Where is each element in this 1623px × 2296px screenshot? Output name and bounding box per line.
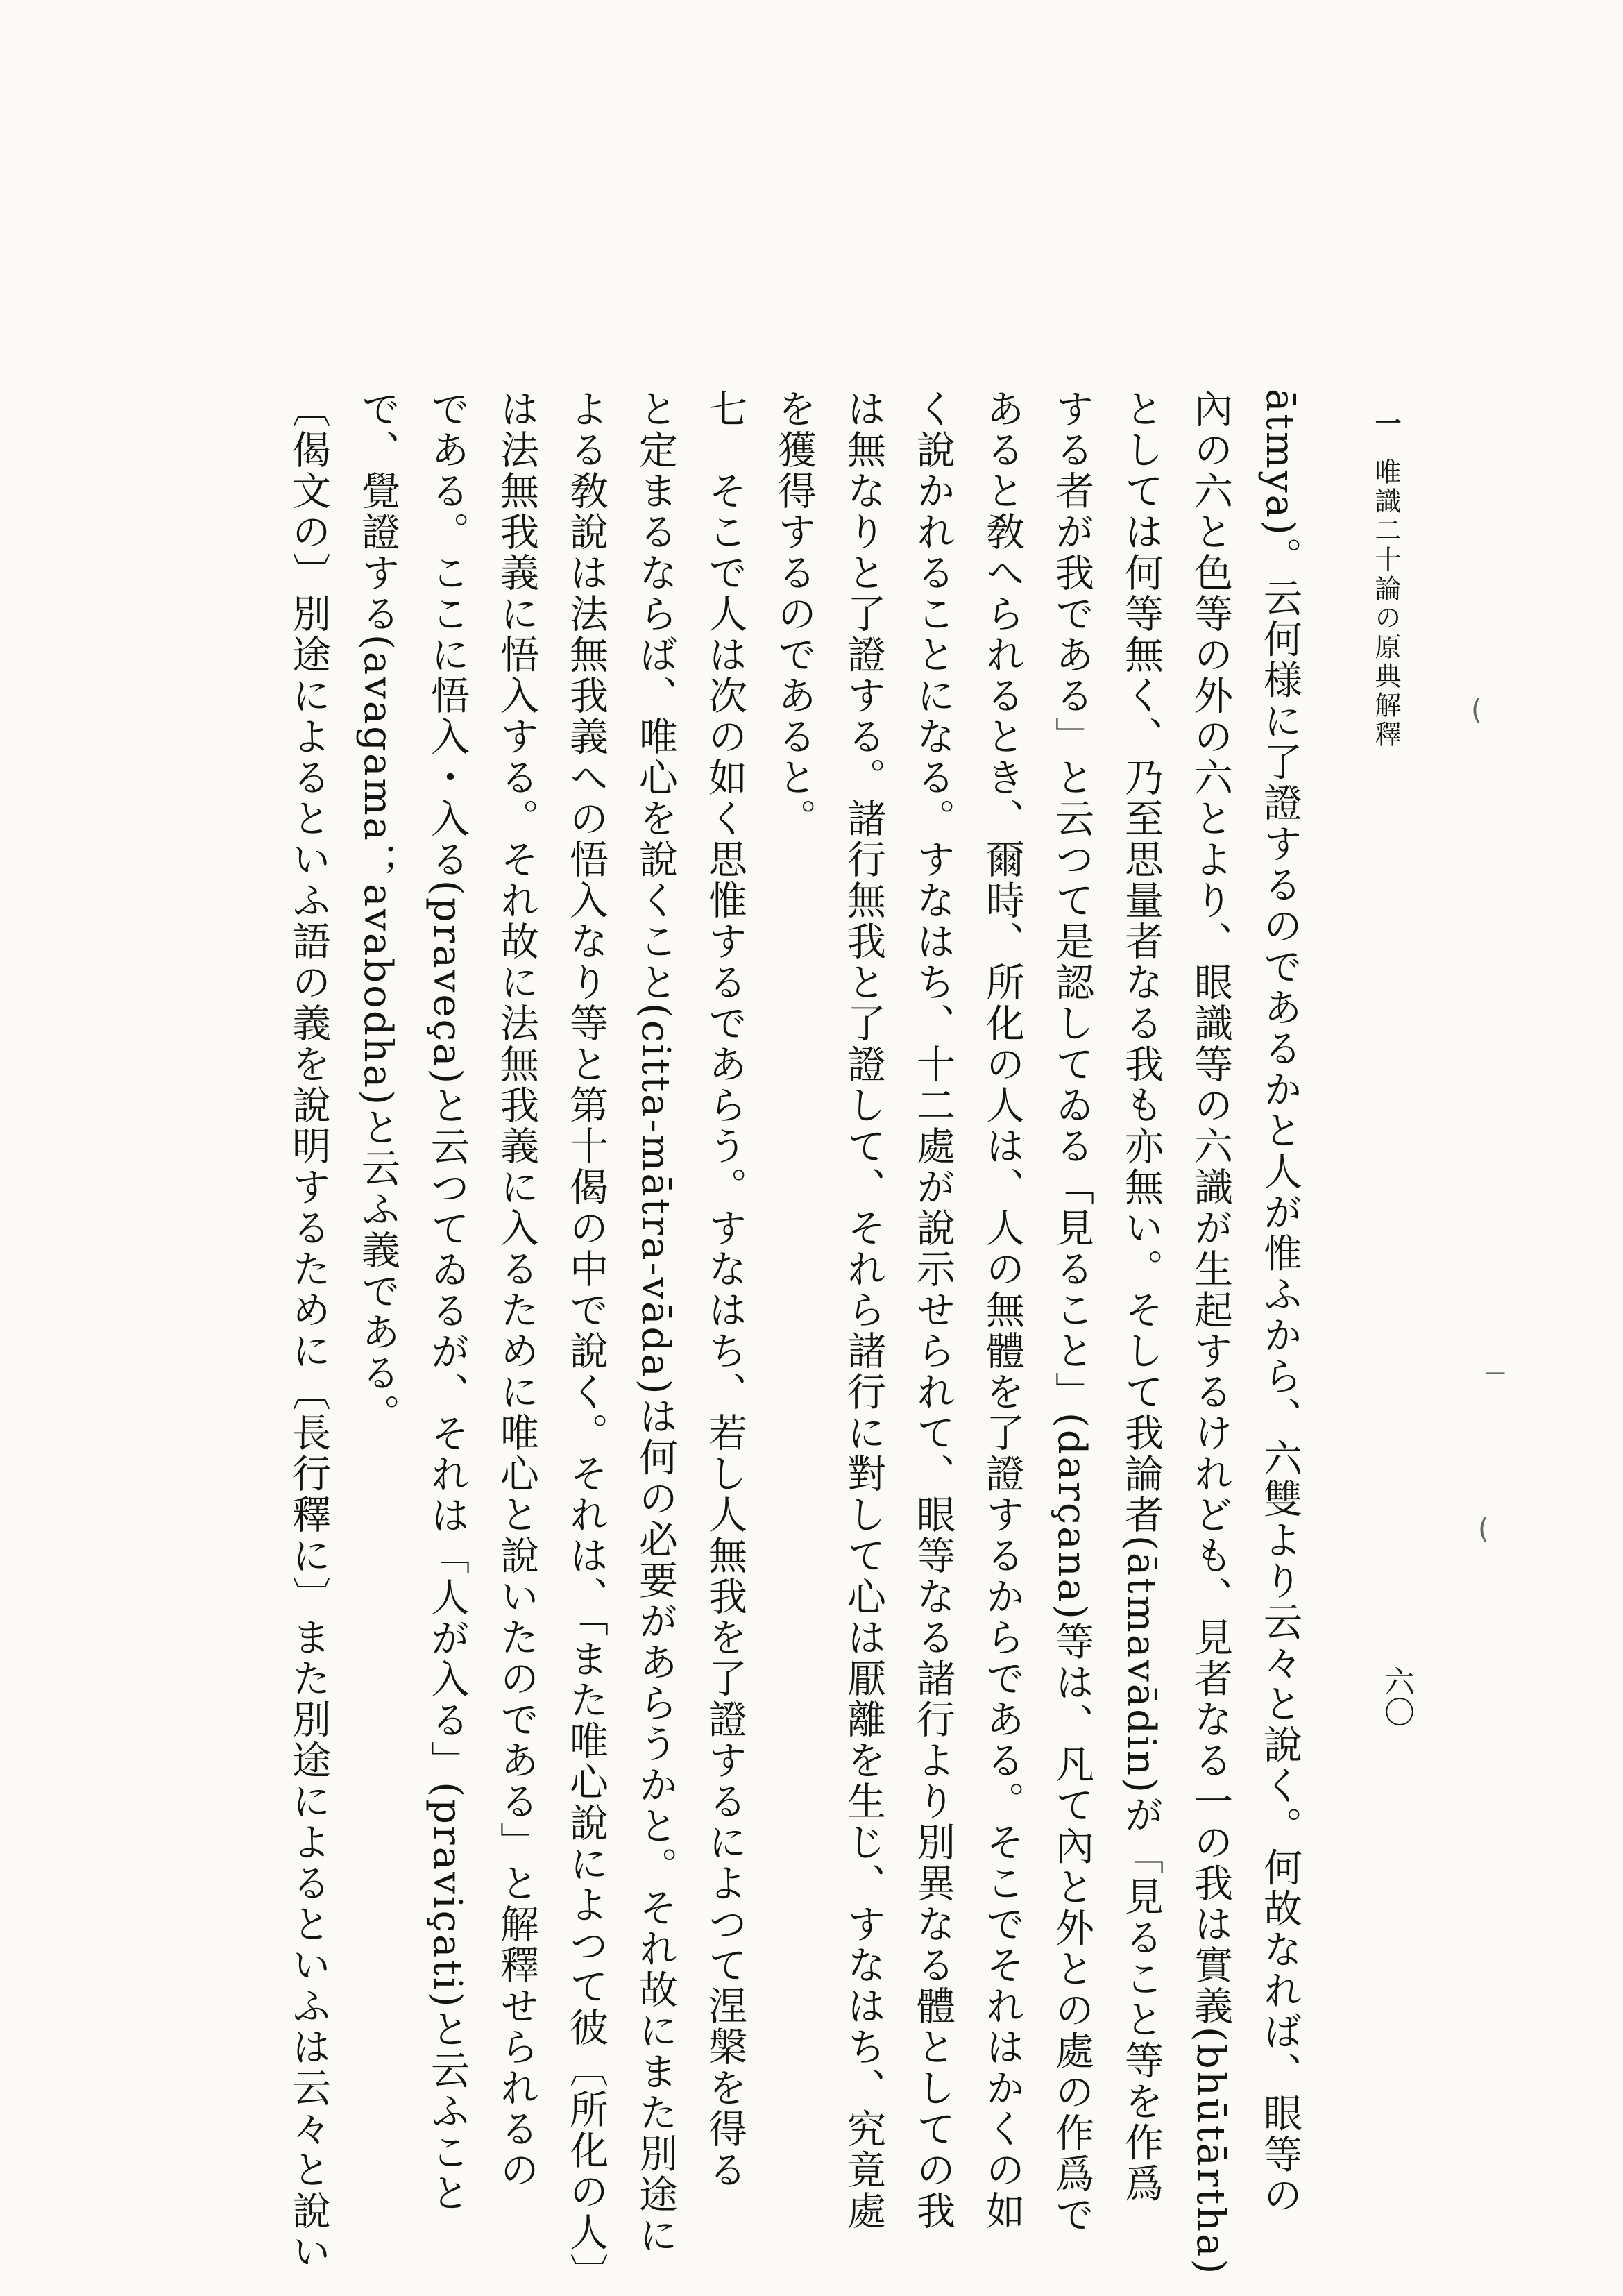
section-seven-line: 七 そこで人は次の如く思惟するであらう。すなはち、若し人無我を了證するによつて涅槃を得る <box>702 389 747 2191</box>
text-line: と定まるならば、唯心を說くこと(citta-mātra-vāda)は何の必要があらうかと。それ故にまた別途に <box>633 389 678 2256</box>
margin-mark: ( <box>1471 694 1482 726</box>
text-line: は無なりと了證する。諸行無我と了證して、それら諸行に對して心は厭離を生じ、すなはち、究竟處 <box>841 389 886 2231</box>
text-line: である。ここに悟入・入る(praveça)と云つてゐるが、それは「人が入る」(praviçati)と云ふこと <box>425 389 470 2214</box>
text-line: ātmya)。云何様に了證するのであるかと人が惟ふから、六雙より云々と說く。何故なれば、眼等の <box>1257 389 1302 2216</box>
running-head-title: 唯識二十論の原典解釋 <box>1370 458 1401 750</box>
text-line: 內の六と色等の外の六とより、眼識等の六識が生起するけれども、見者なる一の我は實義(bhūtārtha) <box>1188 389 1233 2277</box>
body-text <box>273 389 1314 2294</box>
margin-mark: ( <box>1478 1513 1489 1545</box>
text-line: は法無我義に悟入する。それ故に法無我義に入るために唯心と說いたのである」と解釋せられるの <box>494 389 539 2191</box>
page-number: 六〇 <box>1379 1666 1414 1727</box>
text-line: く說かれることになる。すなはち、十二處が說示せられて、眼等なる諸行より別異なる體としての我 <box>910 389 955 2231</box>
text-line: する者が我である」と云つて是認してゐる「見ること」(darçana)等は、凡て內と外との處の作爲で <box>1049 389 1094 2236</box>
header-mark: 一 <box>1370 410 1401 439</box>
running-head <box>1367 410 1405 750</box>
text-line: よる敎說は法無我義への悟入なり等と第十偈の中で說く。それは、「また唯心說によつて彼〔所化の人〕 <box>563 389 609 2294</box>
text-line: あると敎へられるとき、爾時、所化の人は、人の無體を了證するからである。そこでそれはかくの如 <box>980 389 1025 2231</box>
text-line: で、覺證する(avagama；avabodha)と云ふ義である。 <box>355 389 400 1435</box>
margin-mark: — <box>1485 1360 1506 1385</box>
text-line: としては何等無く、乃至思量者なる我も亦無い。そして我論者(ātmavādin)が「見ること等を作爲 <box>1119 389 1164 2204</box>
text-line: を獲得するのであると。 <box>772 389 817 839</box>
text-line: 〔偈文の〕別途によるといふ語の義を說明するために〔長行釋に〕また別途によるといふは云々と說い <box>286 389 331 2272</box>
